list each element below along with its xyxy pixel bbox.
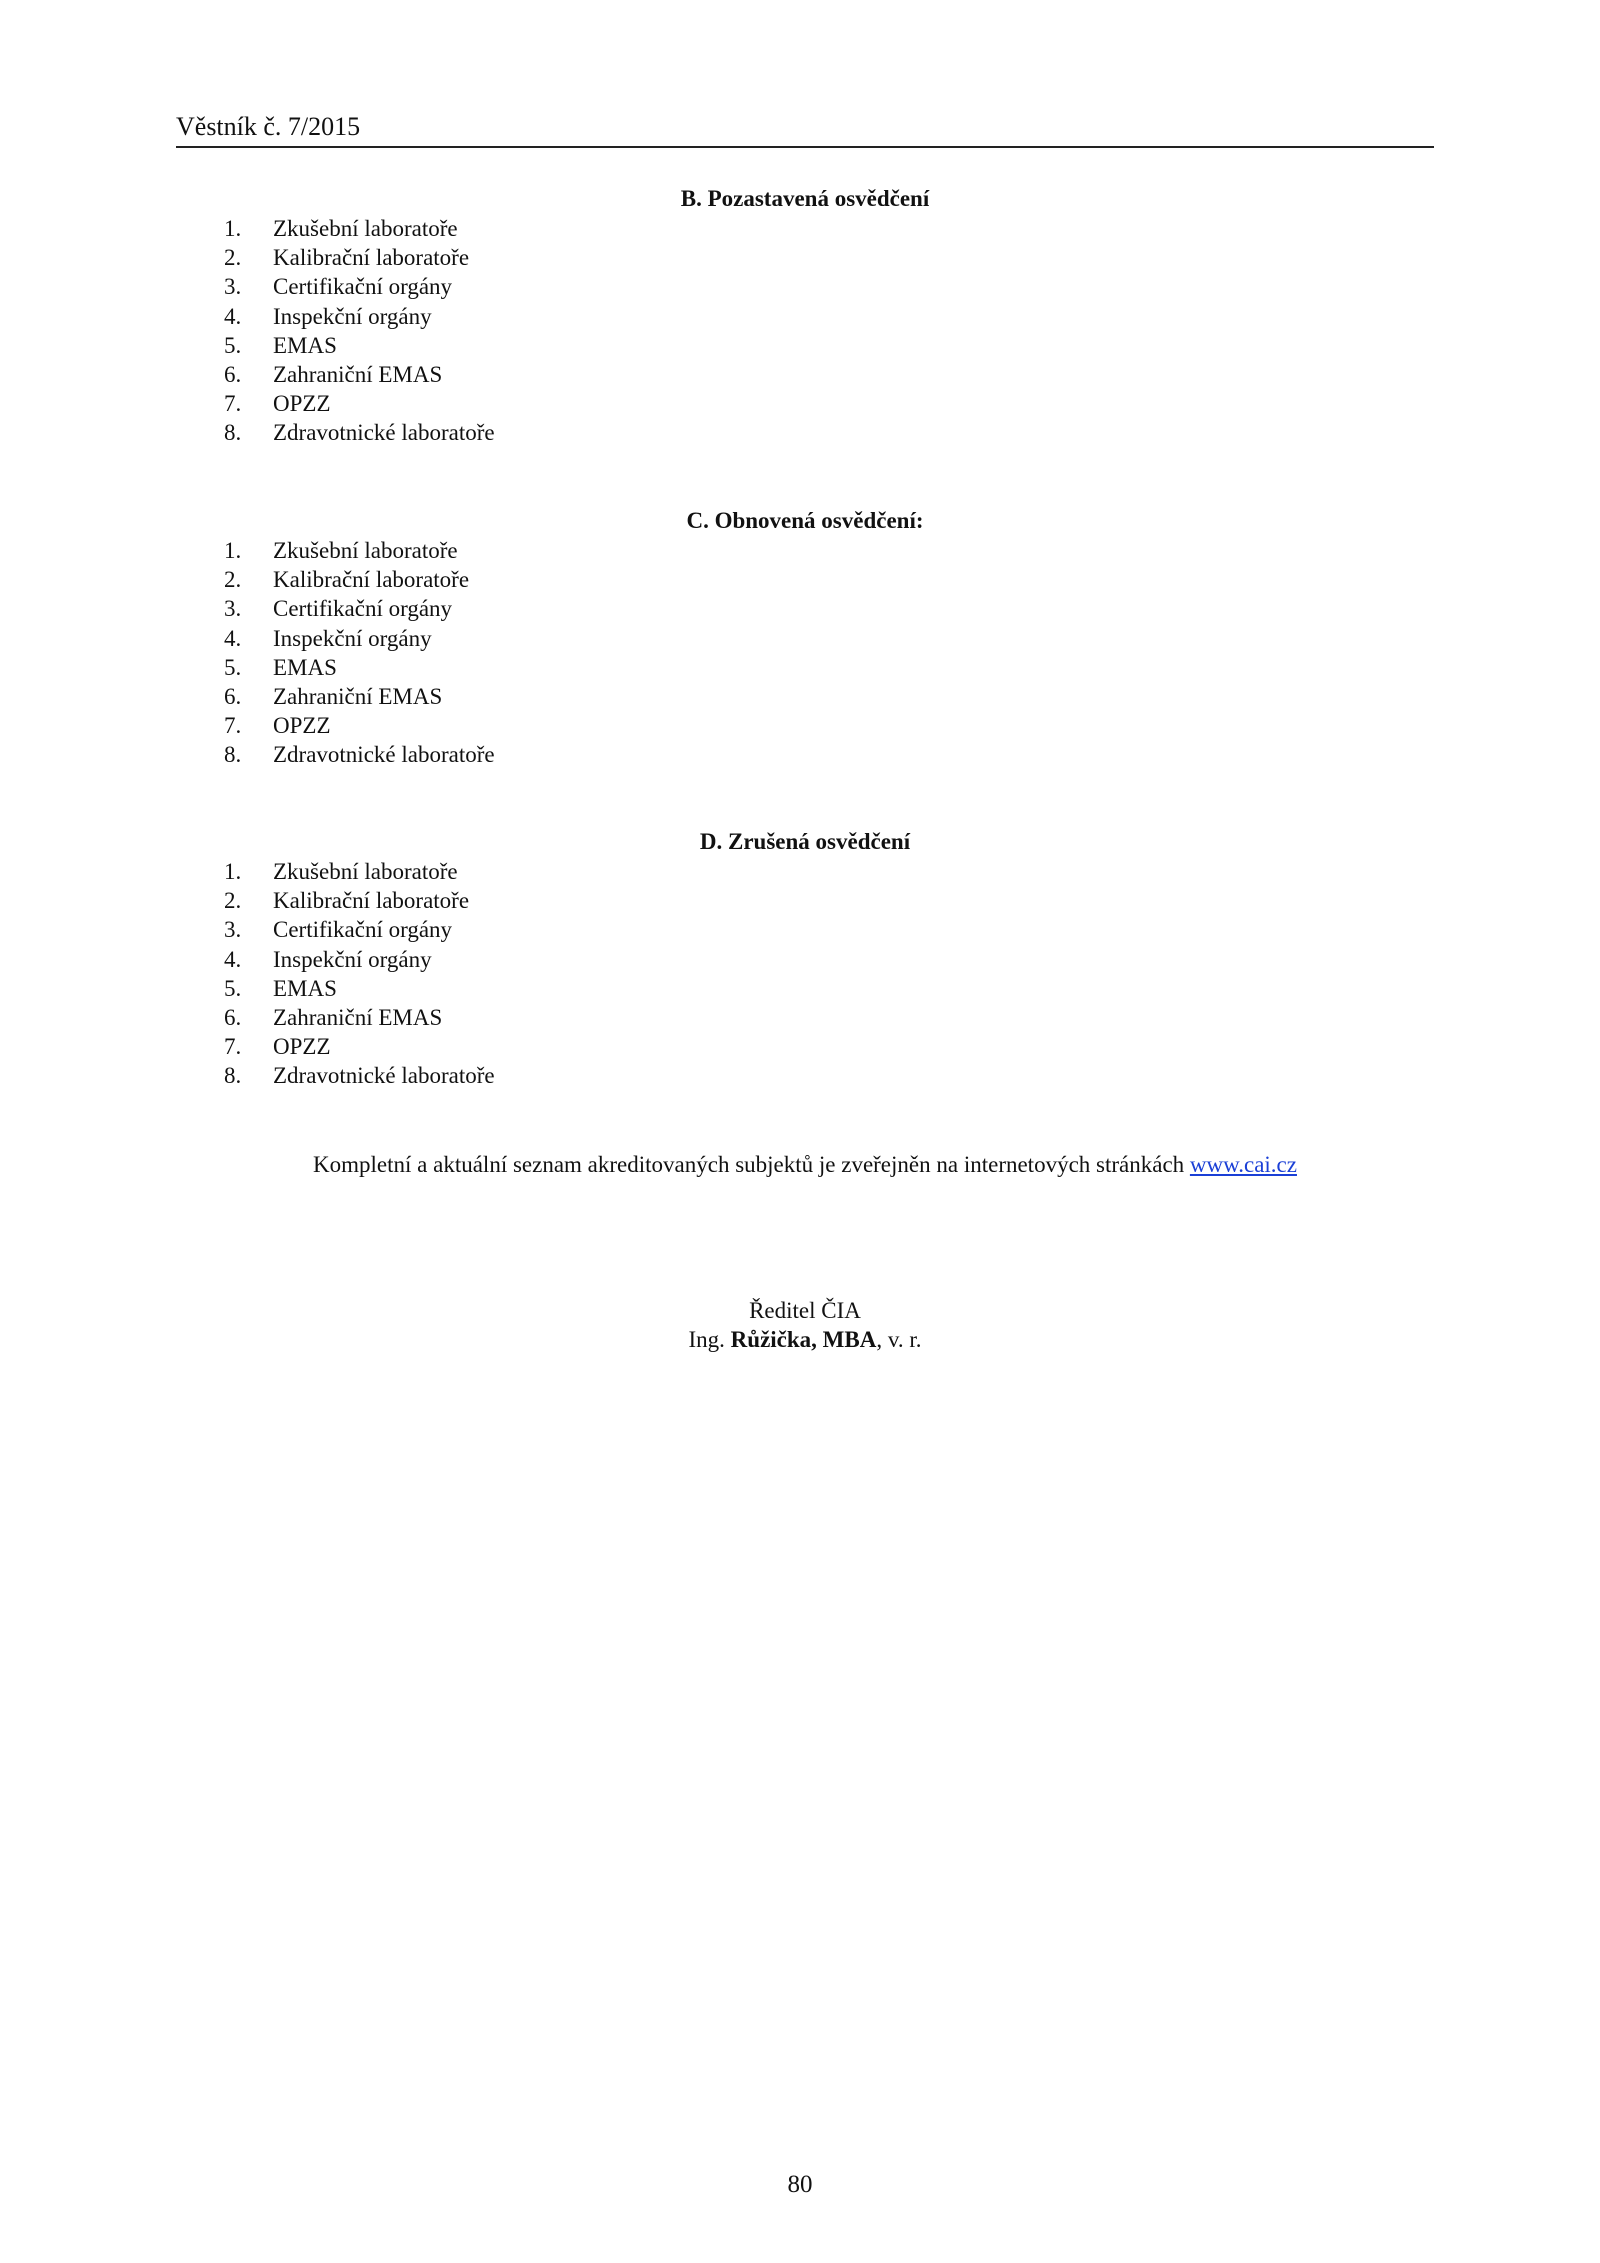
list-item xyxy=(176,653,1434,682)
section-renewed xyxy=(176,506,1434,770)
page-header: Věstník č. 7/2015 xyxy=(176,112,361,141)
list-item-label: Inspekční orgány xyxy=(273,303,432,329)
registry-note xyxy=(176,1150,1434,1180)
list-item-number: 3. xyxy=(224,274,242,300)
list-item-number: 1. xyxy=(224,216,242,241)
list-item xyxy=(176,945,1434,974)
list-item-number: 7. xyxy=(224,1034,242,1060)
list-item xyxy=(176,418,1434,447)
list-item xyxy=(176,1003,1434,1032)
list-item-label: Kalibrační laboratoře xyxy=(273,888,470,914)
signature-block xyxy=(176,1296,1434,1354)
list-item-number: 2. xyxy=(224,567,242,593)
signature-name-line xyxy=(270,1325,1340,1354)
list-item-number: 6. xyxy=(224,1004,242,1030)
list-item-number: 6. xyxy=(224,361,242,387)
list-item-number: 3. xyxy=(224,596,242,622)
list-item-number: 8. xyxy=(224,1063,242,1089)
list-item xyxy=(176,302,1434,331)
list-item-number: 7. xyxy=(224,391,242,417)
note-text: Kompletní a aktuální seznam akreditovaných subjektů je zveřejněn na internetových stránkách xyxy=(313,1152,1190,1177)
list-item-label: OPZZ xyxy=(273,1034,331,1060)
list-item xyxy=(176,360,1434,389)
section-list xyxy=(176,536,1434,770)
list-item-label: Zdravotnické laboratoře xyxy=(273,420,495,446)
header-rule xyxy=(176,146,1434,148)
list-item-label: Zahraniční EMAS xyxy=(273,361,443,387)
list-item-number: 1. xyxy=(224,859,242,884)
list-item xyxy=(176,1032,1434,1061)
list-item xyxy=(176,1061,1434,1090)
list-item xyxy=(176,389,1434,418)
list-item-number: 8. xyxy=(224,420,242,446)
list-item-label: Kalibrační laboratoře xyxy=(273,245,470,271)
list-item xyxy=(176,886,1434,915)
list-item xyxy=(176,857,1434,886)
signature-prefix: Ing. xyxy=(688,1327,731,1352)
cai-website-link[interactable]: www.cai.cz xyxy=(1189,1152,1297,1177)
section-cancelled xyxy=(176,827,1434,1091)
list-item-number: 2. xyxy=(224,888,242,914)
list-item-label: Zdravotnické laboratoře xyxy=(273,1063,495,1089)
signature-name: Růžička, MBA xyxy=(730,1327,877,1352)
list-item xyxy=(176,565,1434,594)
list-item-label: Zahraniční EMAS xyxy=(273,1004,443,1030)
list-item-number: 5. xyxy=(224,975,242,1001)
list-item xyxy=(176,624,1434,653)
list-item xyxy=(176,594,1434,623)
list-item-label: Certifikační orgány xyxy=(273,596,453,622)
list-item-label: EMAS xyxy=(273,975,337,1001)
list-item xyxy=(176,331,1434,360)
list-item xyxy=(176,214,1434,243)
list-item xyxy=(176,536,1434,565)
list-item xyxy=(176,740,1434,769)
list-item xyxy=(176,272,1434,301)
section-suspended xyxy=(176,184,1434,448)
list-item-label: Zahraniční EMAS xyxy=(273,683,443,709)
list-item-label: Kalibrační laboratoře xyxy=(273,567,470,593)
page-number: 80 xyxy=(787,2171,813,2198)
list-item-number: 6. xyxy=(224,683,242,709)
section-title: C. Obnovená osvědčení: xyxy=(686,508,924,533)
list-item-number: 7. xyxy=(224,713,242,739)
list-item-label: Certifikační orgány xyxy=(273,274,453,300)
signature-suffix: , v. r. xyxy=(876,1327,922,1352)
list-item-label: Inspekční orgány xyxy=(273,625,432,651)
list-item-label: OPZZ xyxy=(273,391,331,417)
section-title: B. Pozastavená osvědčení xyxy=(680,186,930,211)
list-item-label: Zkušební laboratoře xyxy=(273,859,458,884)
list-item-number: 3. xyxy=(224,917,242,943)
list-item xyxy=(176,711,1434,740)
list-item-label: Zkušební laboratoře xyxy=(273,216,458,241)
section-title: D. Zrušená osvědčení xyxy=(699,829,911,854)
list-item-number: 5. xyxy=(224,654,242,680)
section-list xyxy=(176,214,1434,448)
list-item-label: Zdravotnické laboratoře xyxy=(273,742,495,768)
list-item xyxy=(176,682,1434,711)
list-item-label: Inspekční orgány xyxy=(273,946,432,972)
list-item-number: 1. xyxy=(224,538,242,563)
list-item xyxy=(176,915,1434,944)
list-item xyxy=(176,243,1434,272)
list-item-label: EMAS xyxy=(273,654,337,680)
section-list xyxy=(176,857,1434,1091)
list-item-number: 2. xyxy=(224,245,242,271)
list-item-label: EMAS xyxy=(273,332,337,358)
list-item-label: Certifikační orgány xyxy=(273,917,453,943)
list-item-number: 4. xyxy=(224,303,242,329)
list-item-label: Zkušební laboratoře xyxy=(273,538,458,563)
list-item xyxy=(176,974,1434,1003)
signature-role: Ředitel ČIA xyxy=(749,1298,861,1323)
list-item-number: 4. xyxy=(224,625,242,651)
list-item-number: 8. xyxy=(224,742,242,768)
list-item-number: 5. xyxy=(224,332,242,358)
list-item-number: 4. xyxy=(224,946,242,972)
list-item-label: OPZZ xyxy=(273,713,331,739)
